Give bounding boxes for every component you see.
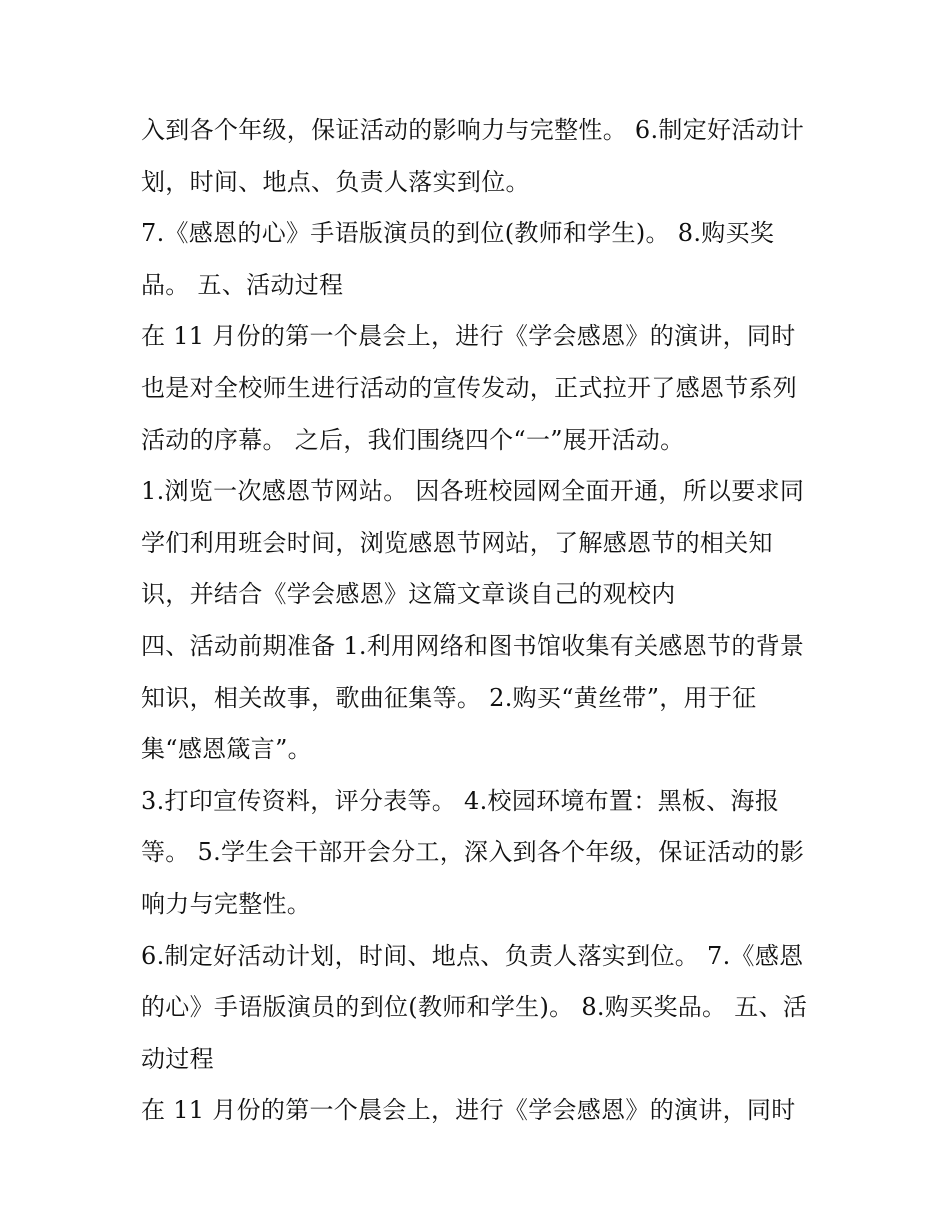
text-line: 7.《感恩的心》手语版演员的到位(教师和学生)。 8.购买奖 [141, 219, 775, 248]
text-line: 6.制定好活动计划，时间、地点、负责人落实到位。 7.《感恩 [141, 941, 804, 970]
text-line: 响力与完整性。 [141, 889, 312, 918]
text-line: 知识，相关故事，歌曲征集等。 2.购买“黄丝带”，用于征 [141, 683, 757, 712]
text-line: 1.浏览一次感恩节网站。 因各班校园网全面开通，所以要求同 [141, 477, 805, 506]
text-line: 学们利用班会时间，浏览感恩节网站，了解感恩节的相关知 [141, 528, 773, 557]
text-line: 也是对全校师生进行活动的宣传发动，正式拉开了感恩节系列 [141, 373, 798, 402]
text-line: 动过程 [141, 1044, 214, 1073]
text-line: 的心》手语版演员的到位(教师和学生)。 8.购买奖品。 五、活 [141, 993, 808, 1022]
text-line: 在 11 月份的第一个晨会上，进行《学会感恩》的演讲，同时 [141, 322, 796, 351]
text-line: 集“感恩箴言”。 [141, 735, 312, 764]
text-line: 识，并结合《学会感恩》这篇文章谈自己的观校内 [141, 580, 676, 609]
text-line: 3.打印宣传资料，评分表等。 4.校园环境布置：黑板、海报 [141, 786, 780, 815]
text-line: 品。 五、活动过程 [141, 270, 344, 299]
text-line: 等。 5.学生会干部开会分工，深入到各个年级，保证活动的影 [141, 838, 805, 867]
text-line: 活动的序幕。 之后，我们围绕四个“一”展开活动。 [141, 425, 685, 454]
text-line: 在 11 月份的第一个晨会上，进行《学会感恩》的演讲，同时 [141, 1096, 796, 1125]
text-line: 划，时间、地点、负责人落实到位。 [141, 167, 530, 196]
document-body [141, 105, 821, 1137]
text-line: 入到各个年级，保证活动的影响力与完整性。 6.制定好活动计 [141, 116, 805, 144]
text-line: 四、活动前期准备 1.利用网络和图书馆收集有关感恩节的背景 [141, 631, 805, 660]
